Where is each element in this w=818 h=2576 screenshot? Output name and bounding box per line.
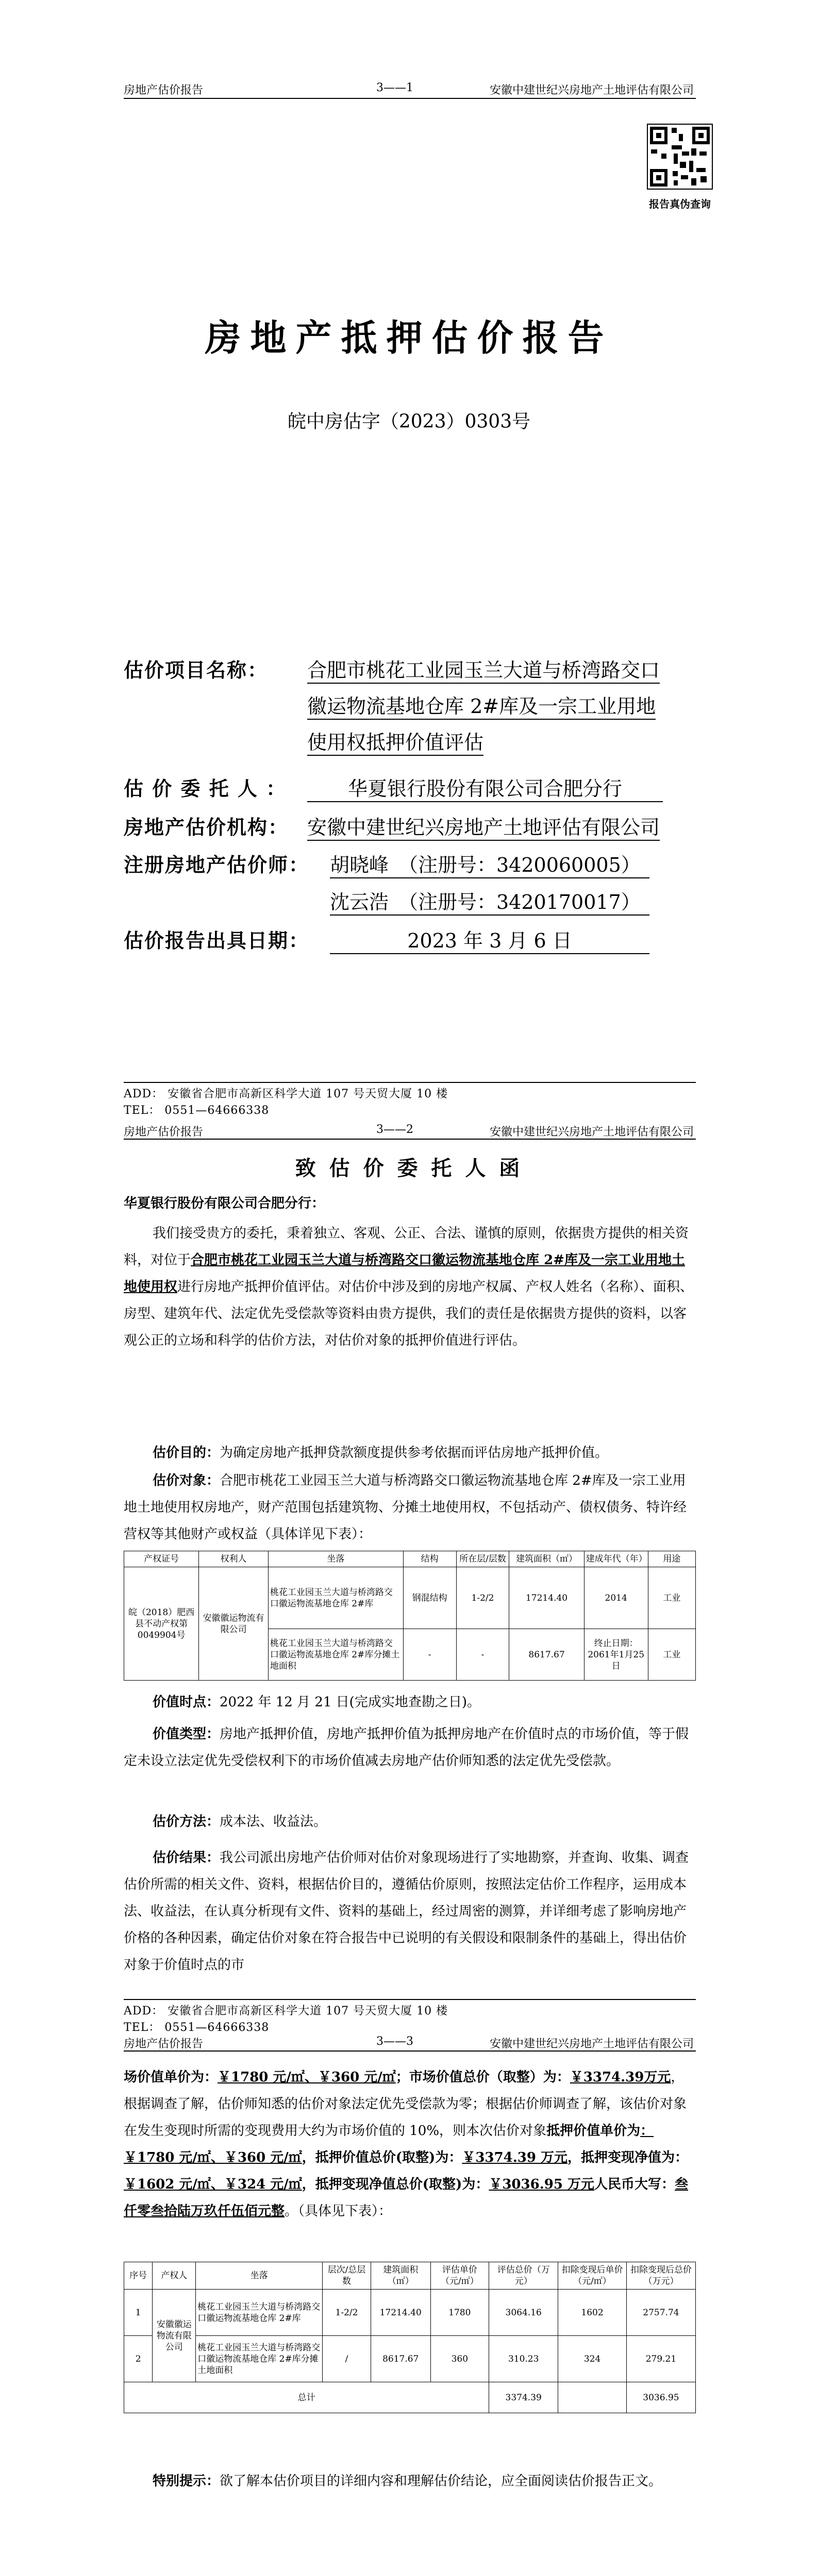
th-cert: 产权证号 (124, 1551, 199, 1567)
cell-total: 310.23 (489, 2336, 558, 2382)
th-area: 建筑面积（㎡） (509, 1551, 584, 1567)
cell-location: 桃花工业园玉兰大道与桥湾路交口徽运物流基地仓库 2#库分摊土地面积 (196, 2336, 323, 2382)
qr-code-icon (647, 124, 713, 190)
property-table (124, 1551, 696, 1681)
cell-location: 桃花工业园玉兰大道与桥湾路交口徽运物流基地仓库 2#库 (268, 1567, 403, 1629)
project-label: 估价项目名称： (124, 658, 269, 682)
cell-owner: 安徽徽运物流有限公司 (153, 2290, 196, 2382)
th-structure: 结构 (403, 1551, 456, 1567)
cell-total-value: 3374.39 (489, 2382, 558, 2413)
th-location: 坐落 (196, 2262, 323, 2290)
intro-paragraph: 我们接受贵方的委托，秉着独立、客观、公正、合法、谨慎的原则，依据贵方提供的相关资料，对位于合肥市桃花工业园玉兰大道与桥湾路交口徽运物流基地仓库 2#库及一宗工业用地土地使用权进行房地产抵押价值评估。对估价中涉及到的房地产权属、产权人姓名（名称）、面积、房型、建筑年代、法定优先受偿款等资料由贵方提供，我们的责任是依据贵方提供的资料，以客观公正的立场和科学的估价方法，对估价对象的抵押价值进行评估。 (124, 1226, 694, 1348)
letter-title: 致 估 价 委 托 人 函 (295, 1156, 523, 1180)
cell-empty (558, 2382, 627, 2413)
document-number: 皖中房估字（2023）0303号 (287, 411, 531, 432)
project-line-3: 使用权抵押价值评估 (307, 726, 483, 755)
cell-year: 终止日期：2061年1月25日 (584, 1629, 648, 1681)
cell-net-total: 2757.74 (626, 2290, 695, 2336)
footer-phone: TEL： 0551—64666338 (124, 1104, 270, 1117)
footer-rule (124, 1082, 696, 1083)
header-left: 房地产估价报告 (124, 2038, 204, 2050)
header-page-number: 3——1 (376, 81, 413, 94)
cell-floor: / (323, 2336, 371, 2382)
cell-total: 3064.16 (489, 2290, 558, 2336)
appraiser-2: 沈云浩 （注册号：3420170017） (330, 886, 649, 916)
cell-cert: 皖（2018）肥西县不动产权第0049904号 (124, 1567, 199, 1681)
purpose-paragraph: 估价目的：为确定房地产抵押贷款额度提供参考依据而评估房地产抵押价值。 (153, 1445, 609, 1461)
cell-area: 17214.40 (371, 2290, 430, 2336)
footer-address: ADD： 安徽省合肥市高新区科学大道 107 号天贸大厦 10 楼 (124, 2005, 448, 2018)
header-right: 安徽中建世纪兴房地产土地评估有限公司 (490, 1126, 694, 1139)
project-line-1: 合肥市桃花工业园玉兰大道与桥湾路交口 (307, 654, 660, 683)
appraiser-1: 胡晓峰 （注册号：3420060005） (330, 849, 649, 878)
th-use: 用途 (648, 1551, 695, 1567)
cell-structure: - (403, 1629, 456, 1681)
cell-total-net: 3036.95 (626, 2382, 695, 2413)
appraiser-label: 注册房地产估价师： (124, 853, 310, 876)
table-row (124, 2336, 696, 2382)
th-net-total: 扣除变现后总价（万元） (626, 2262, 695, 2290)
cell-floor: 1-2/2 (323, 2290, 371, 2336)
salutation: 华夏银行股份有限公司合肥分行： (124, 1196, 325, 1211)
value-date-paragraph: 价值时点：2022 年 12 月 21 日(完成实地查勘之日)。 (153, 1694, 480, 1710)
th-net-unit: 扣除变现后单价（元/㎡） (558, 2262, 627, 2290)
report-title: 房地产抵押估价报告 (205, 316, 613, 359)
footer-phone: TEL： 0551—64666338 (124, 2021, 270, 2034)
header-page-number: 3——2 (376, 1123, 413, 1136)
cell-area: 8617.67 (371, 2336, 430, 2382)
cell-use: 工业 (648, 1567, 695, 1629)
cell-structure: 钢混结构 (403, 1567, 456, 1629)
cell-floor: - (456, 1629, 509, 1681)
result-paragraph: 估价结果：我公司派出房地产估价师对估价对象现场进行了实地勘察，并查询、收集、调查估价所需的相关文件、资料，根据估价目的，遵循估价原则，按照法定估价工作程序，运用成本法、收益法，在认真分析现有文件、资料的基础上，经过周密的测算，并详细考虑了影响房地产价格的各种因素，确定估价对象在符合报告中已说明的有关假设和限制条件的基础上，得出估价对象于价值时点的市 (124, 1850, 689, 1973)
th-floor: 所在层/层数 (456, 1551, 509, 1567)
cell-owner: 安徽徽运物流有限公司 (199, 1567, 269, 1681)
cell-no: 1 (124, 2290, 153, 2336)
th-owner: 权利人 (199, 1551, 269, 1567)
header-left: 房地产估价报告 (124, 1126, 204, 1139)
table-row (124, 1567, 696, 1629)
result-continued-paragraph: 场价值单价为：￥1780 元/㎡、￥360 元/㎡；市场价值总价（取整）为：￥3374.39万元，根据调查了解，估价师知悉的估价对象法定优先受偿款为零；根据估价师调查了解，该估价对象在发生变现时所需的变现费用大约为市场价值的 10%，则本次估价对象抵押价值单价为：￥1780 元/㎡、￥360 元/㎡，抵押价值总价(取整)为：￥3374.39 万元，抵押变现净值为：￥1602 元/㎡、￥324 元/㎡，抵押变现净值总价(取整)为：￥3036.95 万元人民币大写：叁仟零叁拾陆万玖仟伍佰元整。（具体见下表）： (124, 2070, 689, 2219)
cell-year: 2014 (584, 1567, 648, 1629)
header-left: 房地产估价报告 (124, 84, 204, 97)
org-value: 安徽中建世纪兴房地产土地评估有限公司 (307, 811, 660, 840)
th-owner: 产权人 (153, 2262, 196, 2290)
client-value: 华夏银行股份有限公司合肥分行 (307, 773, 663, 802)
footer (124, 1086, 448, 1119)
table-total-row (124, 2382, 696, 2413)
th-location: 坐落 (268, 1551, 403, 1567)
cell-location: 桃花工业园玉兰大道与桥湾路交口徽运物流基地仓库 2#库 (196, 2290, 323, 2336)
header-rule (124, 1139, 696, 1140)
header-rule (124, 98, 696, 99)
project-line-2: 徽运物流基地仓库 2#库及一宗工业用地 (307, 690, 656, 719)
footer-address: ADD： 安徽省合肥市高新区科学大道 107 号天贸大厦 10 楼 (124, 1088, 448, 1100)
th-no: 序号 (124, 2262, 153, 2290)
header-right: 安徽中建世纪兴房地产土地评估有限公司 (490, 2038, 694, 2050)
cell-area: 8617.67 (509, 1629, 584, 1681)
cell-unit-price: 1780 (430, 2290, 489, 2336)
org-label: 房地产估价机构： (124, 816, 289, 839)
th-total: 评估总价（万元） (489, 2262, 558, 2290)
th-area: 建筑面积（㎡） (371, 2262, 430, 2290)
cell-no: 2 (124, 2336, 153, 2382)
cell-total-label: 总计 (124, 2382, 489, 2413)
table-row (124, 2290, 696, 2336)
notice-paragraph: 特别提示：欲了解本估价项目的详细内容和理解估价结论，应全面阅读估价报告正文。 (153, 2473, 662, 2489)
th-unit-price: 评估单价（元/㎡） (430, 2262, 489, 2290)
client-label: 估 价 委 托 人 ： (124, 777, 287, 800)
cell-floor: 1-2/2 (456, 1567, 509, 1629)
footer-rule (124, 1999, 696, 2000)
header-page-number: 3——3 (376, 2035, 413, 2048)
th-year: 建成年代（年） (584, 1551, 648, 1567)
cell-use: 工业 (648, 1629, 695, 1681)
object-paragraph: 估价对象：合肥市桃花工业园玉兰大道与桥湾路交口徽运物流基地仓库 2#库及一宗工业用地土地使用权房地产，财产范围包括建筑物、分摊土地使用权，不包括动产、债权债务、特许经营权等其他财产或权益（具体详见下表）： (124, 1473, 687, 1542)
header-right: 安徽中建世纪兴房地产土地评估有限公司 (490, 84, 694, 97)
valuation-table (124, 2262, 696, 2413)
cell-area: 17214.40 (509, 1567, 584, 1629)
cell-location: 桃花工业园玉兰大道与桥湾路交口徽运物流基地仓库 2#库分摊土地面积 (268, 1629, 403, 1681)
date-label: 估价报告出具日期： (124, 929, 310, 952)
qr-caption: 报告真伪查询 (649, 198, 711, 210)
report-date: 2023 年 3 月 6 日 (330, 925, 649, 954)
cell-net-unit: 1602 (558, 2290, 627, 2336)
cell-net-unit: 324 (558, 2336, 627, 2382)
method-paragraph: 估价方法：成本法、收益法。 (153, 1814, 327, 1829)
cell-net-total: 279.21 (626, 2336, 695, 2382)
footer (124, 2003, 448, 2036)
value-type-paragraph: 价值类型：房地产抵押价值，房地产抵押价值为抵押房地产在价值时点的市场价值，等于假定未设立法定优先受偿权利下的市场价值减去房地产估价师知悉的法定优先受偿款。 (124, 1726, 689, 1769)
th-floor: 层次/总层数 (323, 2262, 371, 2290)
header-rule (124, 2050, 696, 2052)
cell-unit-price: 360 (430, 2336, 489, 2382)
